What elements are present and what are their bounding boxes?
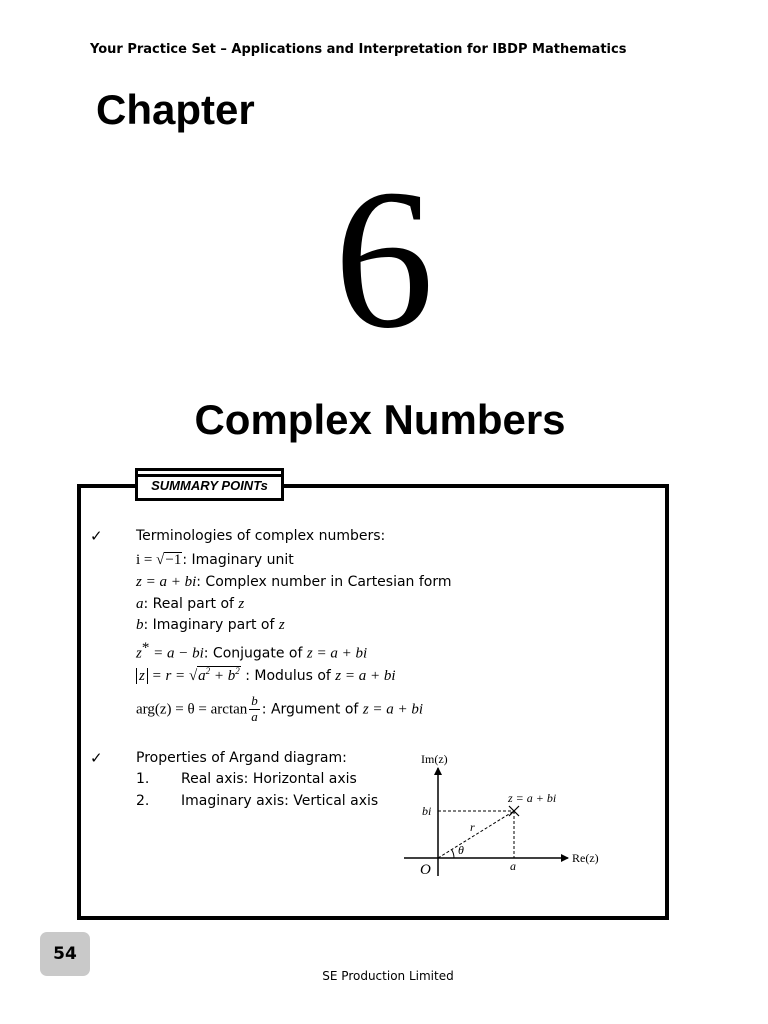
chapter-label: Chapter: [96, 86, 255, 133]
conjugate-desc: : Conjugate of: [203, 645, 307, 662]
argument-expr: z = a + bi: [362, 701, 424, 718]
real-part-var: z: [238, 596, 245, 612]
footer-publisher: SE Production Limited: [322, 969, 454, 983]
radicand-a: a: [198, 668, 206, 684]
point-label: z = a + bi: [508, 791, 557, 805]
imag-part-math: b: [136, 617, 144, 633]
argument-fraction: [249, 694, 260, 725]
cartesian-math: z = a + bi: [136, 574, 197, 590]
fraction-denominator: a: [251, 708, 258, 724]
theta-label: θ: [458, 843, 464, 857]
bi-label: bi: [422, 804, 432, 818]
conjugate-rhs: = a − bi: [149, 645, 204, 662]
argand-item-2-num: 2.: [136, 793, 150, 809]
math-equals: =: [140, 552, 157, 568]
sqrt-sign: √: [188, 668, 198, 684]
radius-line: [438, 811, 514, 858]
modulus-z: z: [136, 668, 148, 684]
sqrt-radicand: −1: [165, 552, 182, 568]
argand-item-1-num: 1.: [136, 771, 150, 787]
r-label: r: [470, 820, 475, 834]
real-part-line: [136, 596, 244, 613]
radicand-b-exp: 2: [235, 666, 240, 676]
modulus-expr: z = a + bi: [335, 668, 396, 684]
conjugate-expr: z = a + bi: [306, 645, 368, 662]
radicand-plus: +: [210, 668, 228, 684]
imaginary-unit-line: [136, 552, 294, 569]
radicand-b: b: [227, 668, 236, 684]
imag-part-var: z: [278, 617, 285, 633]
terminology-heading: Terminologies of complex numbers:: [136, 528, 386, 544]
argand-item-1-text: Real axis: Horizontal axis: [181, 771, 357, 787]
modulus-eq: = r =: [147, 668, 189, 684]
page-number-badge: 54: [40, 932, 90, 976]
argand-diagram: [396, 748, 620, 880]
cartesian-line: [136, 574, 452, 591]
conjugate-line: [136, 640, 367, 663]
math-i: i: [136, 552, 141, 568]
chapter-number: 6: [334, 149, 434, 370]
origin-label: O: [420, 862, 431, 878]
check-icon: ✓: [90, 529, 103, 545]
check-icon: ✓: [90, 751, 103, 767]
modulus-line: [136, 666, 396, 685]
summary-tab-label: SUMMARY POINTs: [151, 478, 268, 493]
imaginary-unit-desc: : Imaginary unit: [182, 552, 294, 568]
running-header: Your Practice Set – Applications and Interpretation for IBDP Mathematics: [90, 42, 627, 57]
theta-arc: [452, 850, 454, 858]
argument-lhs: arg(z) = θ = arctan: [136, 701, 248, 718]
a-label: a: [510, 859, 516, 873]
radicand-a-exp: 2: [205, 666, 211, 676]
cartesian-desc: : Complex number in Cartesian form: [196, 574, 452, 590]
argument-line: [136, 694, 423, 725]
fraction-numerator: b: [251, 693, 258, 708]
real-part-math: a: [136, 596, 144, 612]
argand-item-2-text: Imaginary axis: Vertical axis: [181, 793, 379, 809]
re-axis-label: Re(z): [572, 851, 599, 865]
summary-tab: [135, 468, 284, 501]
real-part-desc: : Real part of: [143, 596, 239, 612]
argand-heading: Properties of Argand diagram:: [136, 750, 347, 766]
imag-part-desc: : Imaginary part of: [143, 617, 279, 633]
conjugate-star: *: [141, 640, 150, 656]
argument-desc: : Argument of: [261, 701, 363, 718]
modulus-desc: : Modulus of: [240, 668, 336, 684]
im-axis-label: Im(z): [421, 752, 448, 766]
modulus-radicand: [197, 666, 241, 685]
conjugate-z: z: [136, 645, 142, 662]
chapter-title: Complex Numbers: [194, 396, 566, 443]
imag-part-line: [136, 617, 285, 634]
sqrt-sign: √: [156, 552, 165, 568]
